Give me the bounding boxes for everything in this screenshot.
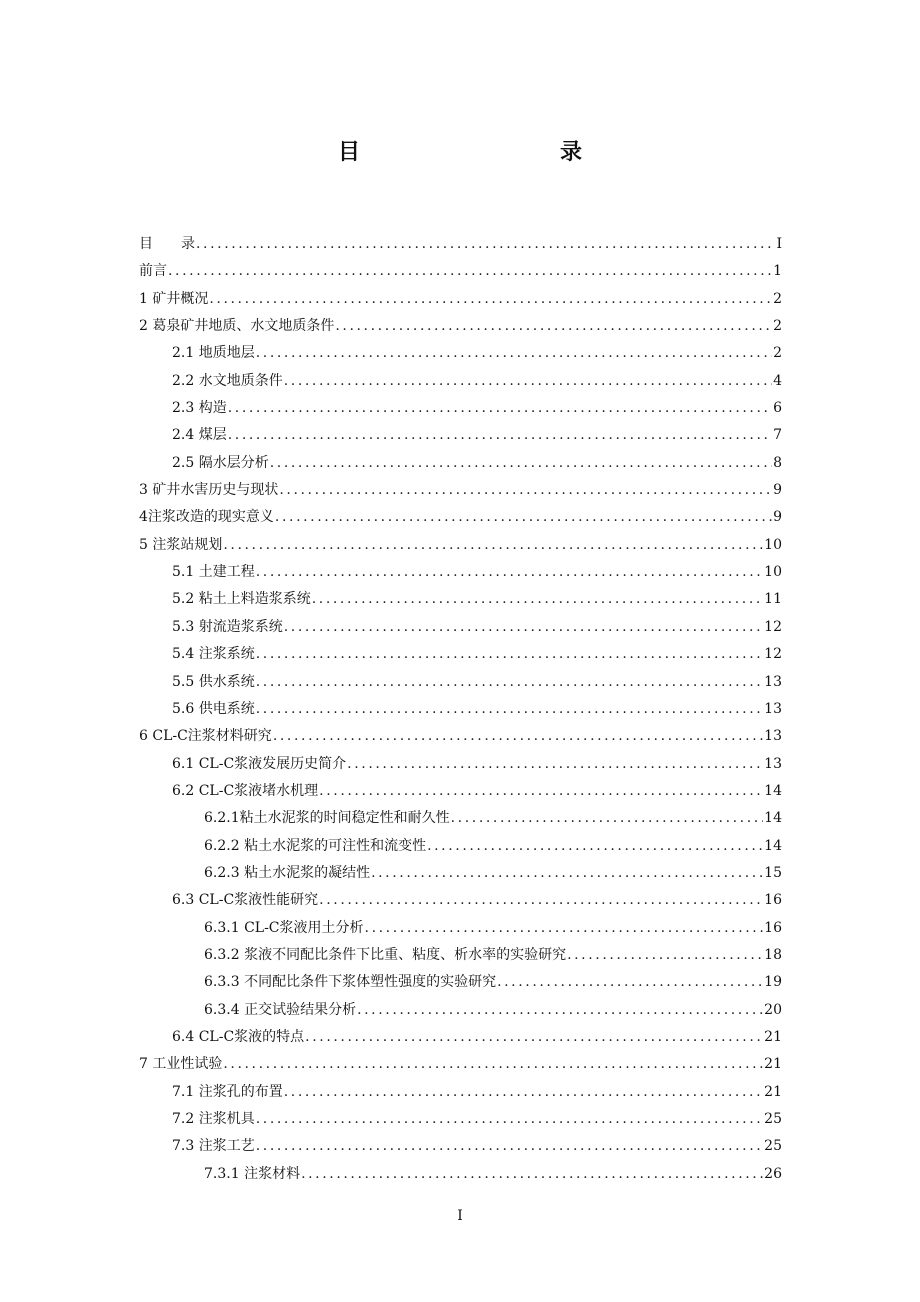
toc-entry[interactable] — [139, 1164, 782, 1191]
toc-entry[interactable] — [139, 1082, 782, 1109]
toc-entry-title: 7 工业性试验 — [139, 1056, 223, 1073]
toc-entry[interactable] — [139, 371, 782, 398]
toc-leader-dots — [335, 316, 772, 336]
toc-leader-dots — [256, 644, 763, 664]
toc-entry-page: I — [776, 236, 782, 252]
toc-entry-title: 6.1 CL-C浆液发展历史简介 — [172, 755, 347, 772]
toc-entry-title: 2.1 地质地层 — [172, 345, 255, 362]
toc-entry-page: 10 — [764, 536, 782, 553]
toc-entry[interactable] — [139, 562, 782, 589]
toc-entry-page: 15 — [764, 864, 782, 881]
toc-entry[interactable] — [139, 1136, 782, 1163]
toc-entry-title: 前言 — [139, 263, 167, 280]
toc-entry[interactable] — [139, 425, 782, 452]
toc-entry-title: 2.2 水文地质条件 — [172, 372, 283, 389]
toc-entry-title: 6.2.2 粘土水泥浆的可注性和流变性 — [204, 837, 427, 854]
toc-leader-dots — [365, 918, 764, 938]
toc-entry-page: 20 — [764, 1001, 782, 1018]
toc-entry-page: 25 — [764, 1111, 782, 1127]
toc-leader-dots — [319, 781, 763, 801]
toc-entry-page: 11 — [764, 591, 782, 608]
toc-entry[interactable] — [139, 589, 782, 616]
toc-entry-title: 1 矿井概况 — [139, 290, 209, 307]
toc-entry[interactable] — [139, 398, 782, 425]
toc-entry[interactable] — [139, 863, 782, 890]
toc-entry[interactable] — [139, 836, 782, 863]
toc-leader-dots — [275, 507, 772, 527]
toc-entry-title: 6.2.1粘土水泥浆的时间稳定性和耐久性 — [204, 810, 450, 827]
toc-entry-title: 6.3.4 正交试验结果分析 — [204, 1001, 357, 1018]
toc-leader-dots — [196, 234, 775, 254]
toc-entry-page: 21 — [764, 1028, 782, 1045]
toc-entry[interactable] — [139, 316, 782, 343]
toc-entry[interactable] — [139, 507, 782, 534]
toc-entry-page: 14 — [764, 810, 782, 827]
toc-entry-page: 21 — [764, 1056, 782, 1073]
toc-leader-dots — [497, 972, 763, 992]
toc-entry-page: 16 — [764, 919, 782, 936]
toc-entry-title: 7.2 注浆机具 — [172, 1111, 255, 1127]
toc-entry[interactable] — [139, 781, 782, 808]
toc-entry-page: 12 — [764, 618, 782, 635]
toc-entry[interactable] — [139, 1000, 782, 1027]
toc-leader-dots — [228, 425, 772, 445]
toc-leader-dots — [451, 808, 764, 828]
toc-leader-dots — [270, 453, 772, 473]
toc-leader-dots — [273, 726, 763, 746]
toc-entry-page: 2 — [773, 318, 782, 335]
toc-entry[interactable] — [139, 453, 782, 480]
toc-entry-title: 6.2.3 粘土水泥浆的凝结性 — [204, 864, 371, 881]
toc-leader-dots — [567, 945, 763, 965]
toc-entry-title: 目 录 — [139, 236, 195, 252]
toc-entry-page: 2 — [773, 345, 782, 362]
toc-entry-page: 19 — [764, 974, 782, 991]
toc-entry-title: 2.4 煤层 — [172, 427, 227, 444]
toc-leader-dots — [223, 535, 763, 555]
toc-leader-dots — [223, 1054, 763, 1074]
toc-entry-title: 7.1 注浆孔的布置 — [172, 1083, 283, 1100]
toc-entry[interactable] — [139, 808, 782, 835]
toc-entry[interactable] — [139, 672, 782, 699]
toc-entry-title: 5.5 供水系统 — [172, 673, 255, 690]
toc-entry[interactable] — [139, 699, 782, 726]
toc-entry-title: 6.3.1 CL-C浆液用土分析 — [204, 919, 364, 936]
toc-leader-dots — [256, 672, 763, 692]
toc-entry-title: 4注浆改造的现实意义 — [139, 509, 274, 526]
toc-entry-title: 5.3 射流造浆系统 — [172, 618, 283, 635]
toc-leader-dots — [284, 371, 772, 391]
toc-leader-dots — [256, 699, 763, 719]
toc-entry-page: 2 — [773, 290, 782, 307]
toc-leader-dots — [256, 562, 763, 582]
toc-entry-page: 14 — [764, 837, 782, 854]
toc-leader-dots — [301, 1164, 763, 1184]
toc-entry[interactable] — [139, 1054, 782, 1081]
toc-leader-dots — [319, 890, 763, 910]
toc-entry-page: 10 — [764, 564, 782, 581]
toc-entry-title: 6.3 CL-C浆液性能研究 — [172, 892, 319, 909]
toc-entry[interactable] — [139, 644, 782, 671]
toc-entry-title: 5 注浆站规划 — [139, 536, 223, 553]
toc-entry-title: 5.6 供电系统 — [172, 700, 255, 717]
toc-entry-page: 13 — [764, 728, 782, 745]
toc-entry[interactable] — [139, 234, 782, 261]
toc-entry-page: 12 — [764, 646, 782, 663]
toc-leader-dots — [284, 617, 763, 637]
toc-leader-dots — [305, 1027, 763, 1047]
toc-leader-dots — [284, 1082, 763, 1102]
toc-entry[interactable] — [139, 289, 782, 316]
toc-leader-dots — [427, 836, 763, 856]
toc-entry[interactable] — [139, 945, 782, 972]
toc-entry[interactable] — [139, 726, 782, 753]
toc-leader-dots — [279, 480, 772, 500]
toc-entry[interactable] — [139, 890, 782, 917]
toc-leader-dots — [256, 1109, 763, 1129]
toc-entry-title: 5.4 注浆系统 — [172, 646, 255, 663]
toc-entry-page: 16 — [764, 892, 782, 909]
toc-entry-title: 2.5 隔水层分析 — [172, 454, 269, 471]
toc-entry-title: 6.3.3 不同配比条件下浆体塑性强度的实验研究 — [204, 974, 497, 991]
toc-entry-page: 13 — [764, 700, 782, 717]
toc-leader-dots — [371, 863, 763, 883]
toc-entry[interactable] — [139, 343, 782, 370]
toc-entry-title: 7.3.1 注浆材料 — [204, 1165, 301, 1182]
toc-entry[interactable] — [139, 754, 782, 781]
toc-entry[interactable] — [139, 261, 782, 288]
toc-entry-page: 13 — [764, 673, 782, 690]
toc-entry-page: 6 — [773, 400, 782, 417]
toc-entry-title: 6 CL-C注浆材料研究 — [139, 728, 272, 745]
toc-entry[interactable] — [139, 1027, 782, 1054]
toc-entry-title: 2.3 构造 — [172, 400, 227, 417]
table-of-contents — [139, 234, 782, 1191]
toc-leader-dots — [209, 289, 772, 309]
toc-entry-title: 3 矿井水害历史与现状 — [139, 482, 279, 499]
toc-entry[interactable] — [139, 617, 782, 644]
toc-entry-page: 4 — [773, 372, 782, 389]
toc-entry-page: 9 — [773, 509, 782, 526]
toc-entry-page: 25 — [764, 1138, 782, 1155]
toc-entry-title: 5.2 粘土上料造浆系统 — [172, 591, 311, 608]
toc-leader-dots — [256, 343, 772, 363]
toc-leader-dots — [347, 754, 763, 774]
toc-entry-page: 13 — [764, 755, 782, 772]
toc-entry-page: 7 — [773, 427, 782, 444]
toc-entry-page: 9 — [773, 482, 782, 499]
toc-entry-title: 7.3 注浆工艺 — [172, 1138, 255, 1155]
toc-entry-page: 8 — [773, 454, 782, 471]
toc-entry[interactable] — [139, 535, 782, 562]
toc-entry-page: 26 — [764, 1165, 782, 1182]
toc-entry-title: 5.1 土建工程 — [172, 564, 255, 581]
toc-entry-page: 1 — [773, 263, 782, 280]
page-number: I — [457, 1208, 463, 1224]
toc-entry-page: 21 — [764, 1083, 782, 1100]
toc-leader-dots — [357, 1000, 763, 1020]
toc-entry[interactable] — [139, 1109, 782, 1136]
toc-leader-dots — [168, 261, 772, 281]
page-title: 目 录 — [337, 140, 634, 165]
toc-entry[interactable] — [139, 480, 782, 507]
toc-leader-dots — [312, 589, 763, 609]
toc-entry[interactable] — [139, 918, 782, 945]
toc-entry[interactable] — [139, 972, 782, 999]
toc-entry-title: 6.2 CL-C浆液堵水机理 — [172, 782, 319, 799]
toc-entry-title: 2 葛泉矿井地质、水文地质条件 — [139, 318, 335, 335]
toc-entry-page: 14 — [764, 782, 782, 799]
toc-leader-dots — [256, 1136, 763, 1156]
toc-leader-dots — [228, 398, 772, 418]
toc-entry-page: 18 — [764, 946, 782, 963]
toc-entry-title: 6.3.2 浆液不同配比条件下比重、粘度、析水率的实验研究 — [204, 946, 567, 963]
toc-entry-title: 6.4 CL-C浆液的特点 — [172, 1028, 305, 1045]
